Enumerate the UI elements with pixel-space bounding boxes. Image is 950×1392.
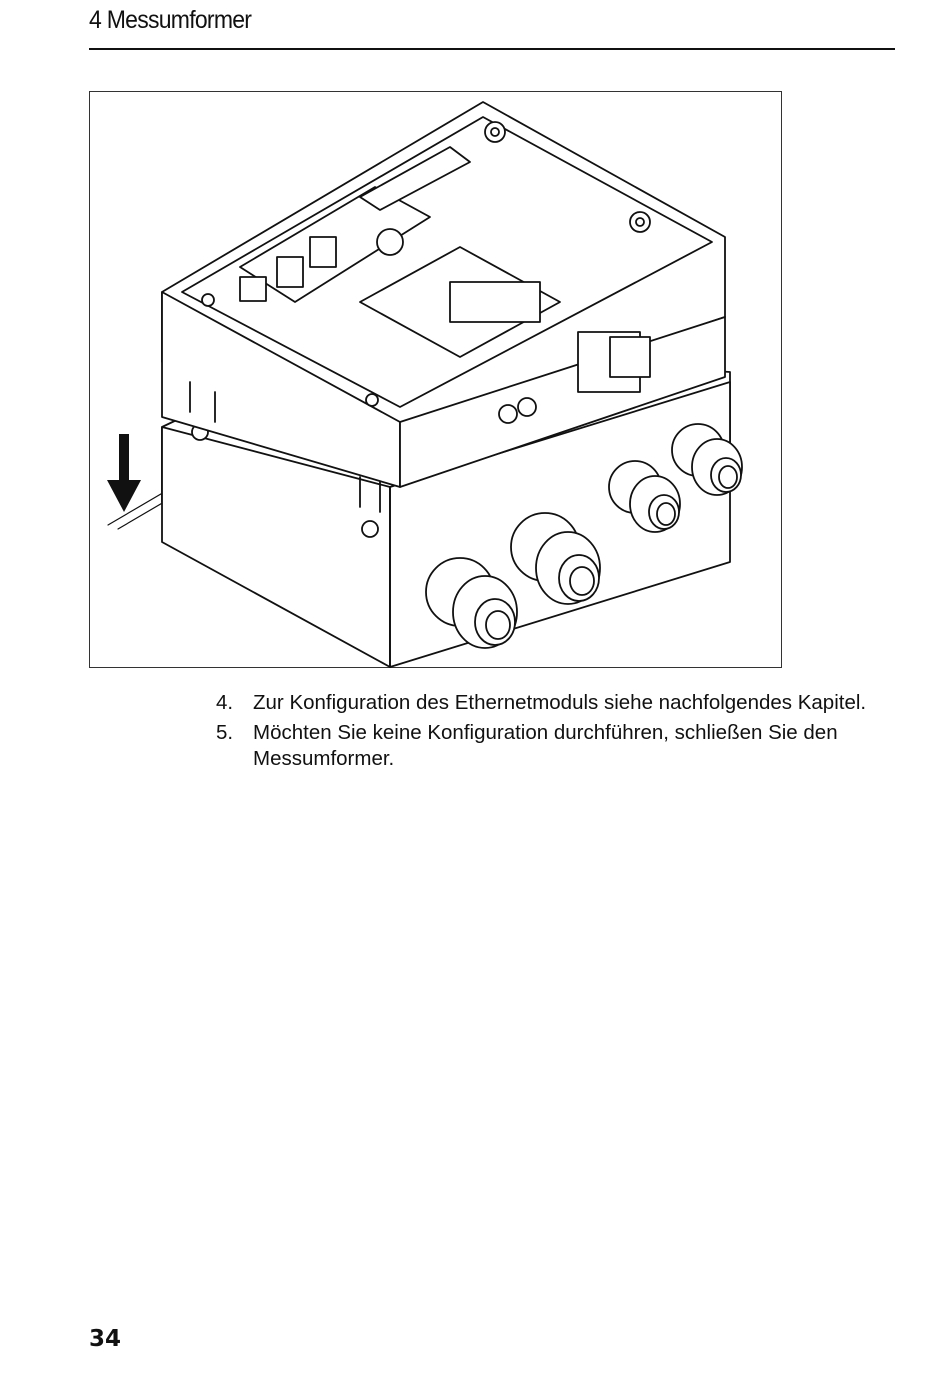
step-item: [216, 720, 876, 772]
header-divider: [89, 48, 895, 50]
step-text: Zur Konfiguration des Ethernetmoduls siehe nachfolgendes Kapitel.: [253, 691, 867, 714]
page-number: 34: [89, 1326, 122, 1352]
transmitter-housing-illustration-icon: [90, 92, 783, 669]
instruction-steps: [216, 690, 876, 776]
transmitter-housing-figure: [89, 91, 782, 668]
step-item: [216, 690, 876, 716]
step-number: 4.: [216, 691, 234, 714]
chapter-title: 4 Messumformer: [89, 6, 252, 34]
step-text: Möchten Sie keine Konfiguration durchführen, schließen Sie den Messumformer.: [253, 721, 838, 770]
step-number: 5.: [216, 721, 234, 744]
down-arrow-icon: [107, 434, 141, 512]
